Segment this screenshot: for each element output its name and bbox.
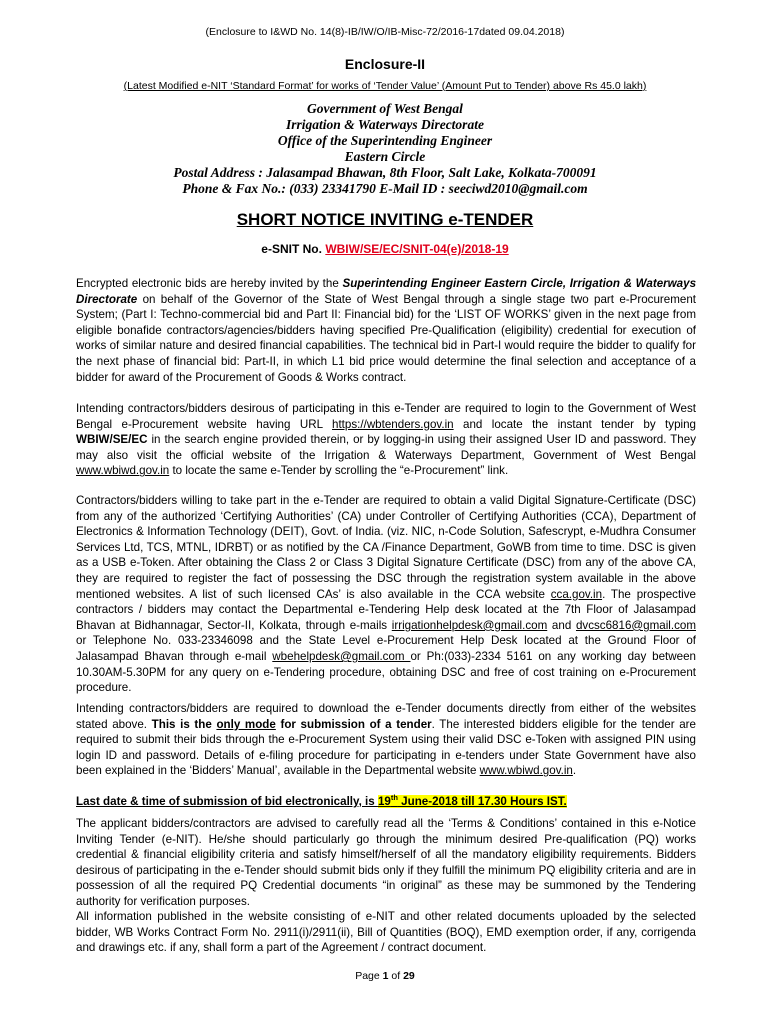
- wbe-helpdesk-email-link[interactable]: wbehelpdesk@gmail.com: [272, 649, 411, 663]
- office-line-circle: Eastern Circle: [344, 149, 426, 164]
- p4-only-mode: only mode: [216, 717, 276, 731]
- p2-text-c: in the search engine provided therein, or by logging-in using their assigned User ID and password. They may also visit the official website of the Irrigation & Waterways Department, Government of West Bengal: [76, 433, 696, 462]
- p1-text-c: on behalf of the Governor of the State of West Bengal through a single stage two part e-Procurement System; (Part I: Techno-commercial bid and Part II: Financial bid) for the ‘LIST OF WORKS’ given in the next page from eligible bonafide contractors/agencies/bidders having specified Pre-Qualification (eligibility) credential for execution of works of similar nature and desired financial capabilities. The technical bid in Part-I would require the bidder to qualify for the next phase of financial bid: Part-II, in which L1 bid price would determine the final selection and acceptance of a bidder for award of the Procurement of Goods & Works contract.: [76, 292, 696, 384]
- p4-bold-a: This is the: [151, 717, 217, 731]
- snit-number-line: [0, 242, 770, 256]
- paragraph-terms: [76, 816, 696, 910]
- page-total: 29: [403, 970, 415, 982]
- office-address-block: [0, 101, 770, 197]
- page-footer: [0, 970, 770, 982]
- p2-text-b: and locate the instant tender by typing: [453, 417, 696, 431]
- last-date-rest: June-2018 till 17.30 Hours IST.: [397, 795, 567, 808]
- snit-number: WBIW/SE/EC/SNIT-04(e)/2018-19: [325, 242, 509, 256]
- last-date-ordinal: th: [390, 793, 398, 803]
- p3-text-c: and: [547, 618, 576, 632]
- page-current: 1: [382, 970, 389, 982]
- p1-authority: Superintending Engineer Eastern Circle, Irrigation & Waterways Directorate: [76, 277, 697, 306]
- irrigation-helpdesk-email-link[interactable]: irrigationhelpdesk@gmail.com: [391, 618, 548, 632]
- office-line-office: Office of the Superintending Engineer: [277, 133, 493, 148]
- last-date-line: [76, 794, 696, 810]
- wbtenders-link[interactable]: https://wbtenders.gov.in: [332, 417, 454, 431]
- office-line-contact: Phone & Fax No.: (033) 23341790 E-Mail ID : seeciwd2010@gmail.com: [182, 181, 588, 196]
- page-of: of: [388, 970, 404, 982]
- p4-bold-c: for submission of a tender: [275, 717, 432, 731]
- p2-text-a: Intending contractors/bidders desirous of participating in this e-Tender are required to login to the Government of West Bengal e-Procurement website having URL: [76, 402, 696, 431]
- wbiwd-link-2[interactable]: www.wbiwd.gov.in: [479, 764, 573, 778]
- p3-text-d: or Telephone No. 033-23346098 and the State Level e-Procurement Help Desk located at the Ground Floor of Jalasampad Bhavan through e-mail: [76, 634, 696, 663]
- office-line-government: Government of West Bengal: [307, 101, 463, 116]
- snit-prefix: e-SNIT No.: [261, 242, 326, 256]
- enclosure-subtitle: (Latest Modified e-NIT ‘Standard Format’ for works of ‘Tender Value’ (Amount Put to Tender) above Rs 45.0 lakh): [123, 80, 647, 92]
- notice-title: SHORT NOTICE INVITING e-TENDER: [236, 210, 534, 229]
- p3-text-a: Contractors/bidders willing to take part in the e-Tender are required to obtain a valid Digital Signature-Certificate (DSC) from any of the authorized ‘Certifying Authorities’ (CA) under Controller of Certifying Authorities (CCA), Department of Electronics & Information Technology (DEIT), Govt. of India. (viz. NIC, n-Code Solution, Safescrypt, e-Mudhra Consumer Services Ltd, TCS, MTNL, IDRBT) or as notified by the CA /Finance Department, GoWB from time to time. DSC is given as a USB e-Token. After obtaining the Class 2 or Class 3 Digital Signature Certificate (DSC) from any of the above CA, they are required to register the fact of possessing the DSC through the registration system available in the above mentioned websites. A list of such licensed CAs’ is also available in the CCA website: [76, 494, 696, 601]
- p5-text: The applicant bidders/contractors are advised to carefully read all the ‘Terms & Conditions’ contained in this e-Notice Inviting Tender (e-NIT). He/she should particularly go through the minimum desired Pre-qualification (PQ) works credential & financial eligibility criteria and satisfy himself/herself of all the mandatory eligibility requirements. Bidders desirous of participating in the e-Tender should submit bids only if they fulfill the minimum PQ eligibility criteria and are in possession of all the required PQ Credential documents “in original” as these may be summoned by the Tendering authority for verification purposes.: [76, 817, 696, 908]
- p2-text-d: to locate the same e-Tender by scrolling the “e-Procurement” link.: [169, 464, 509, 478]
- enclosure-reference: (Enclosure to I&WD No. 14(8)-IB/IW/O/IB-Misc-72/2016-17dated 09.04.2018): [205, 26, 565, 38]
- paragraph-invitation: [76, 276, 696, 385]
- p4-text-b: . The interested bidders eligible for the tender are required to submit their bids through the e-Procurement System using their valid DSC e-Token with assigned PIN using login ID and password. Details of e-filing procedure for participating in e-tenders under State Government have also been explained in the ‘Bidders’ Manual’, available in the Departmental website: [76, 717, 696, 778]
- p2-search-keyword: WBIW/SE/EC: [76, 433, 148, 447]
- cca-link[interactable]: cca.gov.in: [550, 587, 603, 601]
- p3-text-e: or Ph:(033)-2334 5161 on any working day between 10.30AM-5.30PM for any query on e-Tendering procedure, obtaining DSC and free of cost training on e-Procurement procedure.: [76, 649, 696, 695]
- last-date-day: 19: [377, 795, 391, 808]
- office-line-directorate: Irrigation & Waterways Directorate: [286, 117, 484, 132]
- paragraph-login: [76, 401, 696, 479]
- enclosure-title: Enclosure-II: [344, 56, 426, 72]
- p3-text-b: . The prospective contractors / bidders may contact the Departmental e-Tendering Help desk located at the 7th Floor of Jalasampad Bhavan at Bidhannagar, Sector-II, Kolkata, through e-mails: [76, 587, 696, 632]
- p1-text-a: Encrypted electronic bids are hereby invited by the: [76, 277, 343, 290]
- paragraph-dsc: [76, 493, 696, 696]
- last-date-label: Last date & time of submission of bid electronically, is: [76, 795, 378, 808]
- last-date-value: [378, 795, 567, 808]
- wbiwd-link[interactable]: www.wbiwd.gov.in: [76, 464, 170, 478]
- page-prefix: Page: [355, 970, 383, 982]
- p4-text-a: Intending contractors/bidders are required to download the e-Tender documents directly from either of the websites stated above.: [76, 702, 696, 731]
- dvcsc-email-link[interactable]: dvcsc6816@gmail.com: [575, 618, 696, 632]
- paragraph-download: [76, 701, 696, 779]
- p4-text-c: .: [572, 764, 577, 778]
- p6-text: All information published in the website consisting of e-NIT and other related documents uploaded by the selected bidder, WB Works Contract Form No. 2911(i)/2911(ii), Bill of Quantities (BOQ), EMD exemption order, if any, corrigenda and drawings etc. if any, shall form a part of the Agreement / contract document.: [76, 910, 696, 955]
- office-line-postal-address: Postal Address : Jalasampad Bhawan, 8th Floor, Salt Lake, Kolkata-700091: [173, 165, 597, 180]
- paragraph-agreement: [76, 909, 696, 956]
